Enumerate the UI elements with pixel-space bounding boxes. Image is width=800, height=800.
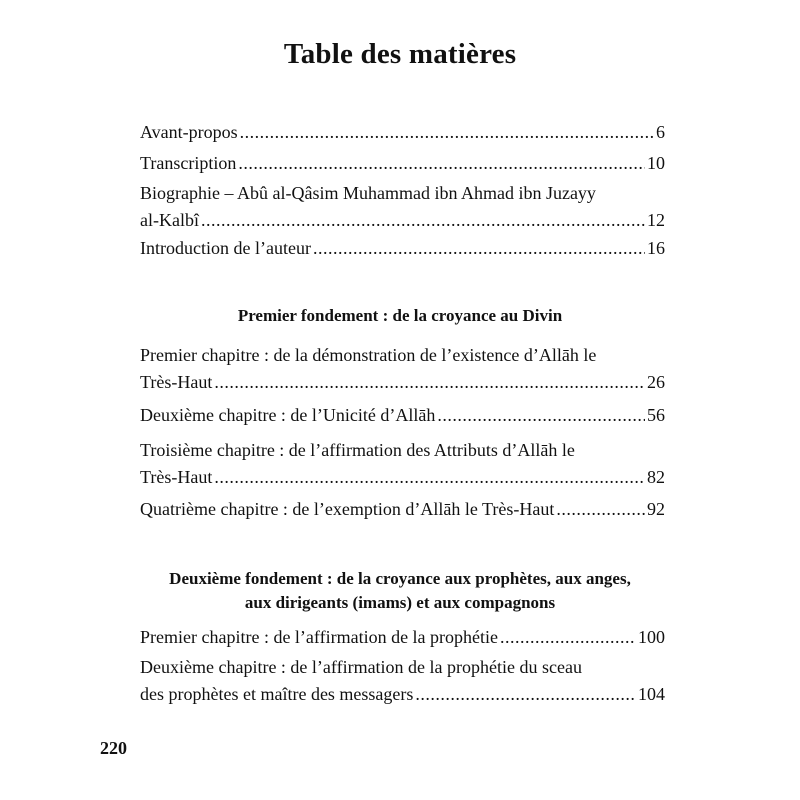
toc-entry-label-line2: al-Kalbî: [140, 210, 199, 230]
toc-entry-s1-chapitre-2[interactable]: [140, 402, 665, 429]
section-heading-deuxieme-fondement: [0, 567, 800, 615]
toc-entry-label: Introduction de l’auteur: [140, 238, 311, 258]
toc-entry-page: 16: [647, 238, 665, 258]
toc-entry-biographie[interactable]: [140, 180, 665, 234]
section-heading-line1: Deuxième fondement : de la croyance aux prophètes, aux anges,: [169, 569, 631, 588]
toc-entry-label-line2: des prophètes et maître des messagers: [140, 684, 414, 704]
toc-entry-page: 26: [647, 372, 665, 392]
toc-entry-avant-propos[interactable]: [140, 119, 665, 146]
dot-leader: [500, 624, 636, 651]
toc-entry-s2-chapitre-1[interactable]: [140, 624, 665, 651]
toc-entry-label: Quatrième chapitre : de l’exemption d’Allāh le Très-Haut: [140, 499, 555, 519]
toc-entry-label-line2: Très-Haut: [140, 467, 213, 487]
toc-entry-label: Avant-propos: [140, 122, 238, 142]
dot-leader: [214, 464, 645, 491]
toc-entry-label-line1: Premier chapitre : de la démonstration de l’existence d’Allāh le: [140, 345, 597, 365]
toc-entry-s1-chapitre-3[interactable]: [140, 437, 665, 491]
dot-leader: [238, 150, 645, 177]
toc-entry-s1-chapitre-1[interactable]: [140, 342, 665, 396]
toc-entry-page: 12: [647, 210, 665, 230]
toc-entry-label-line2: Très-Haut: [140, 372, 213, 392]
toc-entry-page: 100: [638, 627, 665, 647]
dot-leader: [313, 235, 645, 262]
section-heading-premier-fondement: Premier fondement : de la croyance au Divin: [237, 306, 563, 325]
dot-leader: [214, 369, 645, 396]
dot-leader: [201, 207, 645, 234]
toc-entry-page: 6: [656, 122, 665, 142]
toc-entry-label-line1: Deuxième chapitre : de l’affirmation de la prophétie du sceau: [140, 657, 582, 677]
toc-entry-label: Deuxième chapitre : de l’Unicité d’Allāh: [140, 405, 436, 425]
dot-leader: [415, 681, 636, 708]
toc-entry-page: 92: [647, 499, 665, 519]
toc-entry-label-line1: Troisième chapitre : de l’affirmation des Attributs d’Allāh le: [140, 440, 575, 460]
toc-entry-transcription[interactable]: [140, 150, 665, 177]
toc-entry-label-line1: Biographie – Abû al-Qâsim Muhammad ibn Ahmad ibn Juzayy: [140, 183, 596, 203]
toc-entry-page: 82: [647, 467, 665, 487]
section-heading-line2: aux dirigeants (imams) et aux compagnons: [244, 593, 556, 612]
page-number: 220: [100, 738, 127, 758]
toc-entry-introduction[interactable]: [140, 235, 665, 262]
toc-entry-s2-chapitre-2[interactable]: [140, 654, 665, 708]
toc-entry-page: 104: [638, 684, 665, 704]
toc-entry-page: 56: [647, 405, 665, 425]
toc-entry-page: 10: [647, 153, 665, 173]
dot-leader: [437, 402, 645, 429]
toc-entry-label: Premier chapitre : de l’affirmation de la prophétie: [140, 627, 499, 647]
dot-leader: [240, 119, 654, 146]
page-title: Table des matières: [283, 38, 517, 70]
toc-entry-label: Transcription: [140, 153, 237, 173]
dot-leader: [556, 496, 645, 523]
toc-entry-s1-chapitre-4[interactable]: [140, 496, 665, 523]
